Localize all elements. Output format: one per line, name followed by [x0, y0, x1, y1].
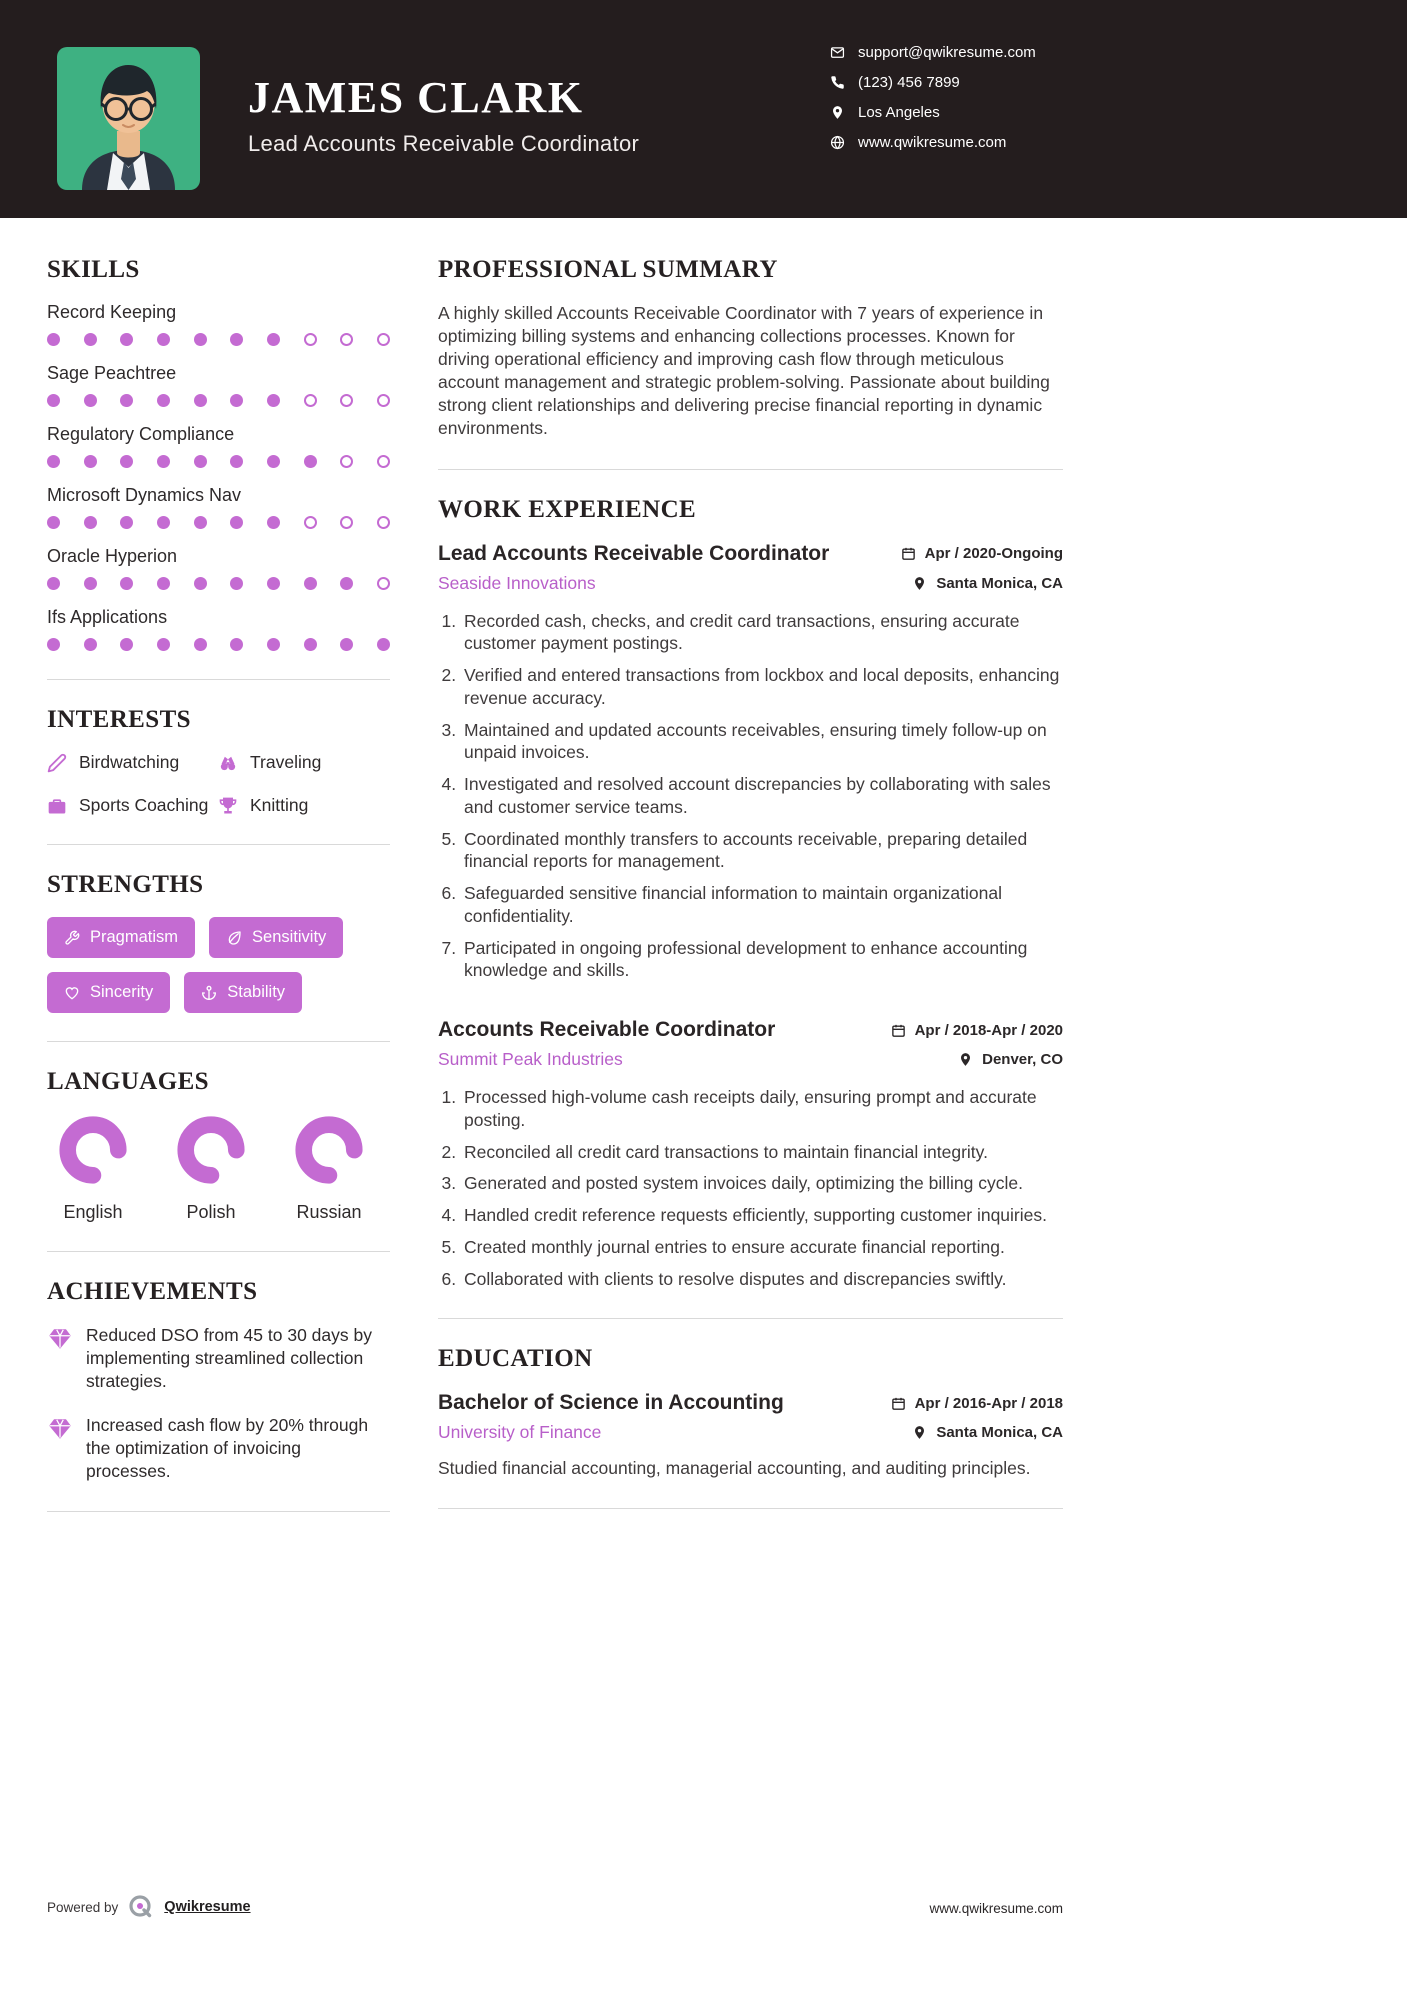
leaf-icon — [226, 930, 242, 946]
skill-item — [47, 546, 390, 590]
skill-dot-filled — [84, 577, 97, 590]
job-bullet: 5. Created monthly journal entries to ensure accurate financial reporting. — [461, 1236, 1063, 1259]
education-school: University of Finance — [438, 1422, 602, 1443]
job-company: Seaside Innovations — [438, 572, 596, 593]
interest-item — [218, 752, 390, 773]
gem-icon — [47, 1416, 73, 1442]
interest-label: Traveling — [250, 752, 322, 772]
skill-dot-filled — [230, 455, 243, 468]
work-experience-section — [438, 496, 1063, 1291]
jobs-list — [438, 542, 1063, 1291]
skill-dot-filled — [47, 455, 60, 468]
languages-section — [47, 1068, 390, 1223]
skill-dot-filled — [340, 638, 353, 651]
achievement-item — [47, 1324, 390, 1392]
languages-heading: LANGUAGES — [47, 1068, 209, 1095]
summary-text: A highly skilled Accounts Receivable Coordinator with 7 years of experience in optimizing billing systems and enhancing collections processes. Known for driving operational efficiency and improving cash flow through meticulous account management and strategic problem-solving. Passionate about building strong client relationships and delivering precise financial reporting in dynamic environments. — [438, 303, 1050, 439]
skill-level-dots — [47, 577, 390, 590]
skill-dot-filled — [340, 577, 353, 590]
skill-name: Oracle Hyperion — [47, 546, 178, 566]
job-location-text: Santa Monica, CA — [936, 574, 1063, 592]
language-level-ring — [57, 1114, 129, 1186]
strength-pill — [47, 972, 170, 1013]
achievements-list — [47, 1324, 390, 1483]
calendar-icon — [891, 1396, 906, 1411]
language-item — [293, 1114, 365, 1223]
divider — [438, 1318, 1063, 1319]
education-location-text: Santa Monica, CA — [936, 1424, 1063, 1442]
interests-heading: INTERESTS — [47, 706, 191, 733]
powered-by-label: Powered by — [47, 1899, 119, 1915]
skill-level-dots — [47, 455, 390, 468]
skills-list — [47, 302, 390, 651]
contact-item[interactable] — [830, 134, 1036, 151]
pin-icon — [912, 1425, 927, 1440]
skill-dot-filled — [267, 638, 280, 651]
globe-icon — [830, 135, 845, 150]
education-date — [891, 1395, 1063, 1412]
skill-dot-empty — [377, 394, 390, 407]
skill-dot-filled — [230, 577, 243, 590]
job-location — [958, 1051, 1063, 1068]
job-location-text: Denver, CO — [982, 1051, 1063, 1069]
strengths-list — [47, 917, 390, 1013]
skill-dot-empty — [340, 394, 353, 407]
skill-name: Microsoft Dynamics Nav — [47, 485, 242, 505]
language-name: Russian — [296, 1202, 362, 1222]
strengths-section — [47, 871, 390, 1013]
pin-icon — [958, 1052, 973, 1067]
job-bullet: 6. Collaborated with clients to resolve disputes and discrepancies swiftly. — [461, 1268, 1063, 1291]
phone-icon — [830, 75, 845, 90]
contact-text: (123) 456 7899 — [858, 74, 960, 91]
achievement-item — [47, 1414, 390, 1482]
person-job-title: Lead Accounts Receivable Coordinator — [248, 131, 640, 157]
achievement-text: Reduced DSO from 45 to 30 days by implementing streamlined collection strategies. — [86, 1325, 372, 1391]
skill-dot-filled — [267, 577, 280, 590]
skill-dot-filled — [120, 516, 133, 529]
contact-text: www.qwikresume.com — [858, 134, 1007, 151]
contact-item[interactable] — [830, 74, 1036, 91]
wrench-icon — [64, 930, 80, 946]
qwikresume-logo-icon — [128, 1894, 154, 1920]
job-location — [912, 575, 1063, 592]
skill-name: Regulatory Compliance — [47, 424, 235, 444]
summary-section — [438, 256, 1063, 441]
language-item — [57, 1114, 129, 1223]
interest-label: Sports Coaching — [79, 795, 209, 815]
skill-item — [47, 363, 390, 407]
header — [0, 0, 1407, 218]
skill-dot-filled — [47, 577, 60, 590]
skill-dot-filled — [47, 516, 60, 529]
anchor-icon — [201, 985, 217, 1001]
achievements-section — [47, 1278, 390, 1483]
skill-dot-filled — [84, 638, 97, 651]
job-title: Lead Accounts Receivable Coordinator — [438, 541, 830, 565]
skill-dot-filled — [194, 333, 207, 346]
skills-heading: SKILLS — [47, 256, 140, 283]
education-heading: EDUCATION — [438, 1345, 593, 1373]
job-bullet: 4. Handled credit reference requests efficiently, supporting customer inquiries. — [461, 1204, 1063, 1227]
location-icon — [830, 105, 845, 120]
job-date — [901, 545, 1063, 562]
skill-dot-empty — [340, 516, 353, 529]
skill-dot-empty — [304, 333, 317, 346]
skill-level-dots — [47, 333, 390, 346]
skill-dot-filled — [120, 638, 133, 651]
skill-dot-empty — [340, 333, 353, 346]
job-bullet: 4. Investigated and resolved account discrepancies by collaborating with sales and customer service teams. — [461, 773, 1063, 819]
job-bullet: 5. Coordinated monthly transfers to accounts receivable, preparing detailed financial reports for management. — [461, 828, 1063, 874]
skill-dot-filled — [157, 333, 170, 346]
skill-dot-empty — [304, 516, 317, 529]
skill-dot-filled — [267, 455, 280, 468]
language-item — [175, 1114, 247, 1223]
job-date — [891, 1022, 1063, 1039]
job-bullets — [438, 610, 1063, 983]
summary-heading: PROFESSIONAL SUMMARY — [438, 256, 778, 283]
interests-list — [47, 752, 390, 816]
contact-text: Los Angeles — [858, 104, 940, 121]
interest-label: Knitting — [250, 795, 309, 815]
strength-label: Sincerity — [90, 983, 154, 1001]
interest-item — [47, 795, 218, 816]
education-section — [438, 1345, 1063, 1480]
skill-dot-empty — [377, 333, 390, 346]
skill-dot-filled — [84, 516, 97, 529]
skill-dot-filled — [194, 394, 207, 407]
skill-dot-filled — [47, 394, 60, 407]
interests-section — [47, 706, 390, 816]
right-column — [438, 256, 1063, 1538]
education-location — [912, 1424, 1063, 1441]
language-name: English — [63, 1202, 123, 1222]
job-bullet: 7. Participated in ongoing professional development to enhance accounting knowledge and skills. — [461, 937, 1063, 983]
job-bullet: 6. Safeguarded sensitive financial information to maintain organizational confidentiality. — [461, 882, 1063, 928]
skill-name: Ifs Applications — [47, 607, 168, 627]
strength-label: Pragmatism — [90, 928, 179, 946]
skill-dot-filled — [194, 577, 207, 590]
strengths-heading: STRENGTHS — [47, 871, 204, 898]
job-bullet: 2. Reconciled all credit card transactions to maintain financial integrity. — [461, 1141, 1063, 1164]
skill-dot-filled — [304, 638, 317, 651]
language-name: Polish — [186, 1202, 236, 1222]
skill-dot-empty — [377, 516, 390, 529]
calendar-icon — [891, 1023, 906, 1038]
person-name: JAMES CLARK — [248, 73, 584, 122]
strength-pill — [184, 972, 302, 1013]
interest-item — [218, 795, 390, 816]
skill-item — [47, 485, 390, 529]
skill-level-dots — [47, 394, 390, 407]
skill-dot-filled — [267, 333, 280, 346]
profile-photo — [57, 47, 200, 190]
skill-level-dots — [47, 516, 390, 529]
job-date-text: Apr / 2020-Ongoing — [924, 545, 1063, 563]
strength-pill — [47, 917, 195, 958]
footer-website: www.qwikresume.com — [929, 1901, 1063, 1916]
resume-body — [0, 218, 1063, 1538]
work-experience-heading: WORK EXPERIENCE — [438, 495, 697, 523]
skill-dot-filled — [194, 638, 207, 651]
footer-branding — [47, 1894, 251, 1920]
trophy-icon — [218, 796, 238, 816]
contact-text: support@qwikresume.com — [858, 44, 1036, 61]
skill-item — [47, 424, 390, 468]
job-entry — [438, 542, 1063, 983]
interest-label: Birdwatching — [79, 752, 180, 772]
skill-dot-filled — [157, 577, 170, 590]
binoculars-icon — [218, 753, 238, 773]
email-icon — [830, 45, 845, 60]
job-bullet: 2. Verified and entered transactions from lockbox and local deposits, enhancing revenue accuracy. — [461, 664, 1063, 710]
divider — [438, 1508, 1063, 1509]
skill-item — [47, 607, 390, 651]
job-title: Accounts Receivable Coordinator — [438, 1018, 776, 1042]
language-level-ring — [175, 1114, 247, 1186]
contact-item[interactable] — [830, 44, 1036, 61]
skill-dot-filled — [304, 577, 317, 590]
education-entry — [438, 1391, 1063, 1480]
gem-icon — [47, 1326, 73, 1352]
skill-dot-filled — [157, 455, 170, 468]
skill-dot-filled — [157, 638, 170, 651]
calendar-icon — [901, 546, 916, 561]
skill-dot-filled — [230, 333, 243, 346]
skill-dot-filled — [47, 638, 60, 651]
divider — [47, 679, 390, 680]
skill-dot-filled — [120, 333, 133, 346]
skill-dot-filled — [230, 394, 243, 407]
skill-dot-filled — [377, 638, 390, 651]
achievement-text: Increased cash flow by 20% through the optimization of invoicing processes. — [86, 1415, 369, 1481]
skill-dot-filled — [230, 516, 243, 529]
skill-name: Sage Peachtree — [47, 363, 177, 383]
job-bullet: 1. Processed high-volume cash receipts daily, ensuring prompt and accurate posting. — [461, 1086, 1063, 1132]
skill-dot-filled — [120, 394, 133, 407]
identity-block — [248, 74, 639, 157]
contact-list — [830, 44, 1036, 164]
left-column — [47, 256, 390, 1538]
interest-item — [47, 752, 218, 773]
skill-dot-filled — [84, 333, 97, 346]
skill-dot-filled — [120, 455, 133, 468]
job-bullet: 1. Recorded cash, checks, and credit card transactions, ensuring accurate customer payment postings. — [461, 610, 1063, 656]
qwikresume-brand-link[interactable]: Qwikresume — [164, 1899, 251, 1915]
contact-item[interactable] — [830, 104, 1036, 121]
strength-pill — [209, 917, 343, 958]
skill-level-dots — [47, 638, 390, 651]
achievements-heading: ACHIEVEMENTS — [47, 1278, 258, 1305]
skills-section — [47, 256, 390, 651]
divider — [47, 1041, 390, 1042]
skill-dot-filled — [120, 577, 133, 590]
job-date-text: Apr / 2018-Apr / 2020 — [914, 1021, 1063, 1039]
skill-dot-filled — [157, 516, 170, 529]
pencil-icon — [47, 753, 67, 773]
languages-list — [57, 1114, 390, 1223]
skill-dot-filled — [157, 394, 170, 407]
divider — [47, 1251, 390, 1252]
skill-dot-filled — [267, 516, 280, 529]
job-company: Summit Peak Industries — [438, 1049, 623, 1070]
education-description: Studied financial accounting, managerial accounting, and auditing principles. — [438, 1458, 1031, 1479]
skill-dot-filled — [84, 455, 97, 468]
divider — [47, 1511, 390, 1512]
job-bullets — [438, 1086, 1063, 1290]
skill-dot-filled — [47, 333, 60, 346]
skill-dot-filled — [84, 394, 97, 407]
avatar-illustration — [57, 47, 200, 190]
job-bullet: 3. Generated and posted system invoices daily, optimizing the billing cycle. — [461, 1172, 1063, 1195]
skill-dot-empty — [304, 394, 317, 407]
skill-dot-empty — [340, 455, 353, 468]
heart-icon — [64, 985, 80, 1001]
divider — [47, 844, 390, 845]
skill-dot-filled — [304, 455, 317, 468]
skill-dot-filled — [194, 516, 207, 529]
skill-item — [47, 302, 390, 346]
education-date-text: Apr / 2016-Apr / 2018 — [914, 1394, 1063, 1412]
job-entry — [438, 1018, 1063, 1290]
skill-dot-filled — [230, 638, 243, 651]
skill-dot-filled — [194, 455, 207, 468]
pin-icon — [912, 576, 927, 591]
briefcase-icon — [47, 796, 67, 816]
divider — [438, 469, 1063, 470]
strength-label: Sensitivity — [252, 928, 327, 946]
language-level-ring — [293, 1114, 365, 1186]
strength-label: Stability — [227, 983, 286, 1001]
skill-name: Record Keeping — [47, 302, 177, 322]
skill-dot-filled — [267, 394, 280, 407]
education-degree: Bachelor of Science in Accounting — [438, 1391, 784, 1415]
job-bullet: 3. Maintained and updated accounts receivables, ensuring timely follow-up on unpaid invoices. — [461, 719, 1063, 765]
skill-dot-empty — [377, 455, 390, 468]
skill-dot-empty — [377, 577, 390, 590]
